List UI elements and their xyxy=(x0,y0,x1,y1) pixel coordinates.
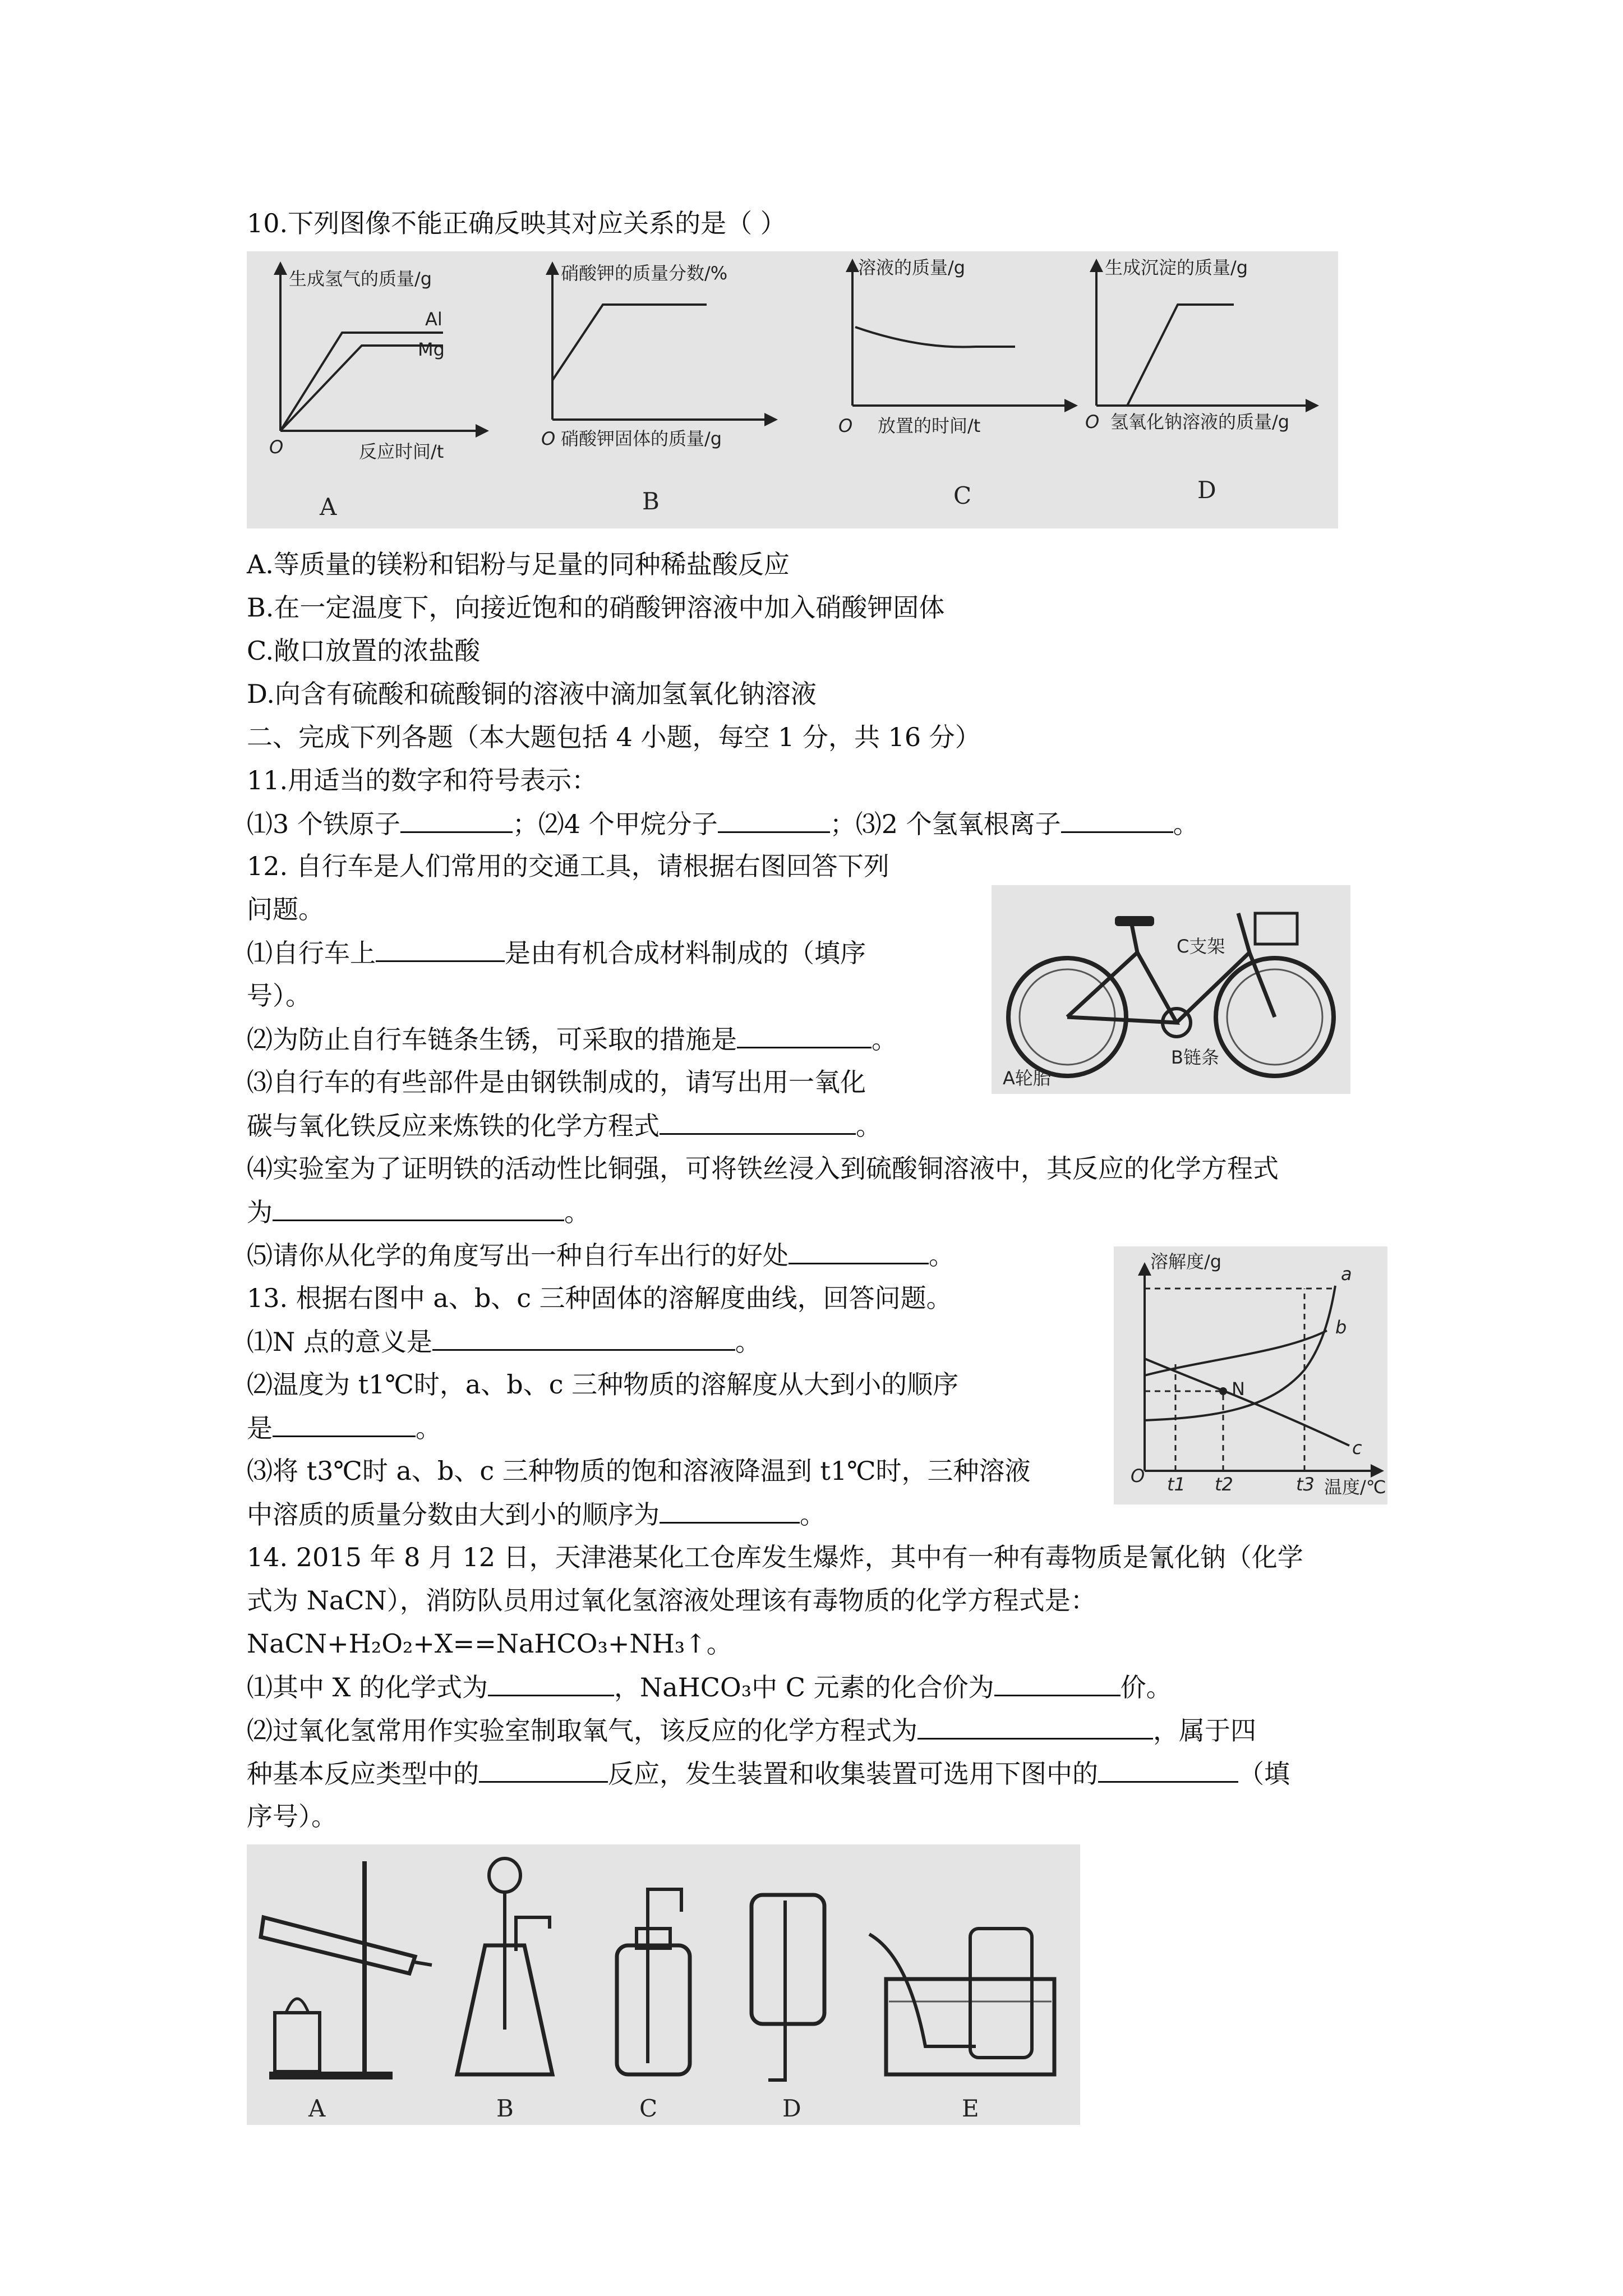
q14-line-1: 14. 2015 年 8 月 12 日，天津港某化工仓库发生爆炸，其中有一种有毒物质是氰化钠（化学 xyxy=(247,1542,1303,1572)
q11-part3-label: ；⑶2 个氢氧根离子 xyxy=(829,809,1061,839)
tick-t1: t1 xyxy=(1167,1474,1186,1495)
graph-c-ylabel: 溶液的质量/g xyxy=(858,257,966,278)
curve-c-label: c xyxy=(1352,1437,1362,1458)
apparatus-svg xyxy=(247,1844,1080,2125)
q10-graphs-svg xyxy=(247,251,1338,528)
graph-d-xlabel: 氢氧化钠溶液的质量/g xyxy=(1110,411,1290,432)
graph-c-letter: C xyxy=(953,482,972,509)
q12-q2-label: ⑵为防止自行车链条生锈，可采取的措施是 xyxy=(247,1024,737,1055)
apparatus-c xyxy=(617,1889,690,2122)
q12-q5-end: 。 xyxy=(929,1240,955,1271)
bicycle-label-a: A轮胎 xyxy=(1003,1068,1051,1089)
graph-b-line xyxy=(552,305,707,380)
graph-a-letter: A xyxy=(320,493,337,521)
q14-line-6 xyxy=(247,1756,1290,1791)
apparatus-image xyxy=(247,1844,1080,2125)
q13-blank-1[interactable] xyxy=(432,1324,735,1351)
q14-line-4 xyxy=(247,1670,1172,1704)
q10-option-c: C.敞口放置的浓盐酸 xyxy=(247,636,481,666)
q13-line-6 xyxy=(247,1497,826,1531)
q14-blank-2[interactable] xyxy=(994,1670,1121,1696)
q11-part2-label: ；⑵4 个甲烷分子 xyxy=(512,809,718,839)
q12-blank-4[interactable] xyxy=(273,1195,564,1221)
q12-line-2: 问题。 xyxy=(247,894,324,924)
q12-q4-end: 。 xyxy=(564,1197,590,1227)
q13-line-2 xyxy=(247,1324,761,1359)
q12-blank-2[interactable] xyxy=(737,1022,872,1048)
curve-a xyxy=(1145,1286,1335,1420)
tick-t3: t3 xyxy=(1296,1474,1315,1495)
q12-q3-end: 。 xyxy=(856,1111,882,1141)
q10-option-b: B.在一定温度下，向接近饱和的硝酸钾溶液中加入硝酸钾固体 xyxy=(247,592,945,623)
q14-blank-1[interactable] xyxy=(488,1670,614,1696)
bicycle-label-c: C支架 xyxy=(1177,936,1225,957)
apparatus-e-letter: E xyxy=(962,2095,979,2122)
q13-q2-end: 。 xyxy=(416,1413,441,1443)
graph-b-origin: O xyxy=(541,428,556,449)
q13-line-4 xyxy=(247,1411,441,1445)
graph-b xyxy=(541,263,771,515)
q12-line-10 xyxy=(247,1238,955,1272)
q11-blank-1[interactable] xyxy=(400,807,513,833)
bicycle-label-b: B链条 xyxy=(1171,1047,1219,1068)
apparatus-c-letter: C xyxy=(639,2095,658,2122)
graph-d-letter: D xyxy=(1197,476,1216,504)
apparatus-b-letter: B xyxy=(496,2095,514,2122)
q13-blank-2[interactable] xyxy=(273,1411,416,1437)
q11-part1-label: ⑴3 个铁原子 xyxy=(247,809,400,839)
q12-q2-end: 。 xyxy=(872,1024,897,1055)
q12-blank-1[interactable] xyxy=(376,936,505,962)
curve-c xyxy=(1145,1359,1349,1446)
graph-c-origin: O xyxy=(838,415,853,436)
q13-line-3: ⑵温度为 t1℃时，a、b、c 三种物质的溶解度从大到小的顺序 xyxy=(247,1369,959,1400)
q10-stem: 10.下列图像不能正确反映其对应关系的是（ ） xyxy=(247,208,786,238)
q12-line-5 xyxy=(247,1022,897,1056)
graph-a xyxy=(269,268,482,521)
q14-q2-label: ⑵过氧化氢常用作实验室制取氧气，该反应的化学方程式为 xyxy=(247,1715,917,1746)
graph-a-series-mg: Mg xyxy=(418,339,445,360)
q14-q2-text-2: 种基本反应类型中的 xyxy=(247,1759,479,1789)
apparatus-d xyxy=(751,1895,824,2122)
solubility-ylabel: 溶解度/g xyxy=(1150,1251,1222,1272)
solubility-graph-image xyxy=(1114,1246,1387,1504)
q12-q3-label: 碳与氧化铁反应来炼铁的化学方程式 xyxy=(247,1111,660,1141)
q13-q2-label: 是 xyxy=(247,1413,273,1443)
q12-line-1: 12. 自行车是人们常用的交通工具，请根据右图回答下列 xyxy=(247,851,889,881)
q14-q2-text-4: （填 xyxy=(1238,1759,1290,1789)
apparatus-a-letter: A xyxy=(308,2095,326,2122)
q11-end: 。 xyxy=(1173,809,1199,839)
graph-a-series-al: Al xyxy=(425,309,442,330)
bicycle-svg xyxy=(992,885,1350,1094)
graph-b-xlabel: 硝酸钾固体的质量/g xyxy=(561,428,722,449)
q12-q1-text: 是由有机合成材料制成的（填序 xyxy=(505,938,866,968)
q12-line-3 xyxy=(247,936,866,970)
apparatus-b xyxy=(457,1858,552,2122)
graph-d xyxy=(1085,257,1312,504)
q14-q2-text: ，属于四 xyxy=(1153,1715,1256,1746)
q11-blank-3[interactable] xyxy=(1061,807,1173,833)
apparatus-d-letter: D xyxy=(782,2095,801,2122)
q14-equation: NaCN+H₂O₂+X==NaHCO₃+NH₃↑。 xyxy=(247,1628,732,1659)
q12-q5-label: ⑸请你从化学的角度写出一种自行车出行的好处 xyxy=(247,1240,789,1271)
graph-d-origin: O xyxy=(1085,411,1100,432)
tick-t2: t2 xyxy=(1215,1474,1233,1495)
q13-q1-label: ⑴N 点的意义是 xyxy=(247,1327,432,1357)
q14-line-7: 序号）。 xyxy=(247,1801,337,1832)
q12-line-7 xyxy=(247,1108,882,1143)
q10-option-d: D.向含有硫酸和硫酸铜的溶液中滴加氢氧化钠溶液 xyxy=(247,679,817,709)
section-2-heading: 二、完成下列各题（本大题包括 4 小题，每空 1 分，共 16 分） xyxy=(247,722,981,752)
q13-q3-label: 中溶质的质量分数由大到小的顺序为 xyxy=(247,1499,660,1530)
q14-q2-text-3: 反应，发生装置和收集装置可选用下图中的 xyxy=(608,1759,1098,1789)
q14-q1-end: 价。 xyxy=(1120,1672,1172,1703)
q10-graphs-image xyxy=(247,251,1338,528)
q12-blank-5[interactable] xyxy=(789,1238,929,1264)
apparatus-a xyxy=(261,1861,432,2122)
point-n-label: N xyxy=(1232,1378,1245,1400)
solubility-graph-svg xyxy=(1114,1246,1387,1504)
graph-d-ylabel: 生成沉淀的质量/g xyxy=(1105,257,1248,278)
q12-q1-label: ⑴自行车上 xyxy=(247,938,376,968)
graph-d-line xyxy=(1096,305,1234,406)
curve-a-label: a xyxy=(1341,1263,1352,1285)
q11-stem: 11.用适当的数字和符号表示： xyxy=(247,765,598,795)
graph-b-ylabel: 硝酸钾的质量分数/% xyxy=(561,263,728,284)
q13-line-1: 13. 根据右图中 a、b、c 三种固体的溶解度曲线，回答问题。 xyxy=(247,1283,952,1313)
solubility-xlabel: 温度/℃ xyxy=(1324,1476,1386,1498)
q12-line-9 xyxy=(247,1195,590,1229)
graph-b-letter: B xyxy=(642,487,660,515)
curve-b-label: b xyxy=(1335,1317,1347,1338)
graph-c xyxy=(838,257,1071,509)
q14-line-2: 式为 NaCN），消防队员用过氧化氢溶液处理该有毒物质的化学方程式是： xyxy=(247,1585,1096,1616)
q12-q4-label: 为 xyxy=(247,1197,273,1227)
q11-blank-2[interactable] xyxy=(718,807,830,833)
graph-c-xlabel: 放置的时间/t xyxy=(878,415,981,436)
q13-line-5: ⑶将 t3℃时 a、b、c 三种物质的饱和溶液降温到 t1℃时，三种溶液 xyxy=(247,1456,1031,1486)
q13-q1-end: 。 xyxy=(735,1327,761,1357)
solubility-origin: O xyxy=(1131,1465,1145,1487)
q12-line-6: ⑶自行车的有些部件是由钢铁制成的，请写出用一氧化 xyxy=(247,1067,866,1097)
apparatus-e xyxy=(869,1929,1054,2122)
q14-line-5 xyxy=(247,1713,1256,1747)
graph-a-ylabel: 生成氢气的质量/g xyxy=(289,268,432,289)
q14-q1-text: ，NaHCO₃中 C 元素的化合价为 xyxy=(614,1672,994,1703)
graph-a-xlabel: 反应时间/t xyxy=(359,441,444,462)
q13-q3-end: 。 xyxy=(800,1499,826,1530)
q14-blank-4[interactable] xyxy=(479,1756,608,1783)
q12-line-8: ⑷实验室为了证明铁的活动性比铜强，可将铁丝浸入到硫酸铜溶液中，其反应的化学方程式 xyxy=(247,1153,1279,1184)
q14-blank-3[interactable] xyxy=(917,1713,1153,1740)
q14-q1-label: ⑴其中 X 的化学式为 xyxy=(247,1672,488,1703)
bicycle-image xyxy=(992,885,1350,1094)
q10-option-a: A.等质量的镁粉和铝粉与足量的同种稀盐酸反应 xyxy=(247,549,790,579)
q13-blank-3[interactable] xyxy=(660,1497,800,1524)
point-n xyxy=(1219,1387,1227,1395)
q12-line-4: 号）。 xyxy=(247,981,311,1011)
graph-a-origin: O xyxy=(269,436,284,458)
graph-c-line xyxy=(855,327,1015,347)
q14-blank-5[interactable] xyxy=(1098,1756,1238,1783)
q12-blank-3[interactable] xyxy=(660,1108,856,1135)
q11-parts xyxy=(247,807,1199,841)
